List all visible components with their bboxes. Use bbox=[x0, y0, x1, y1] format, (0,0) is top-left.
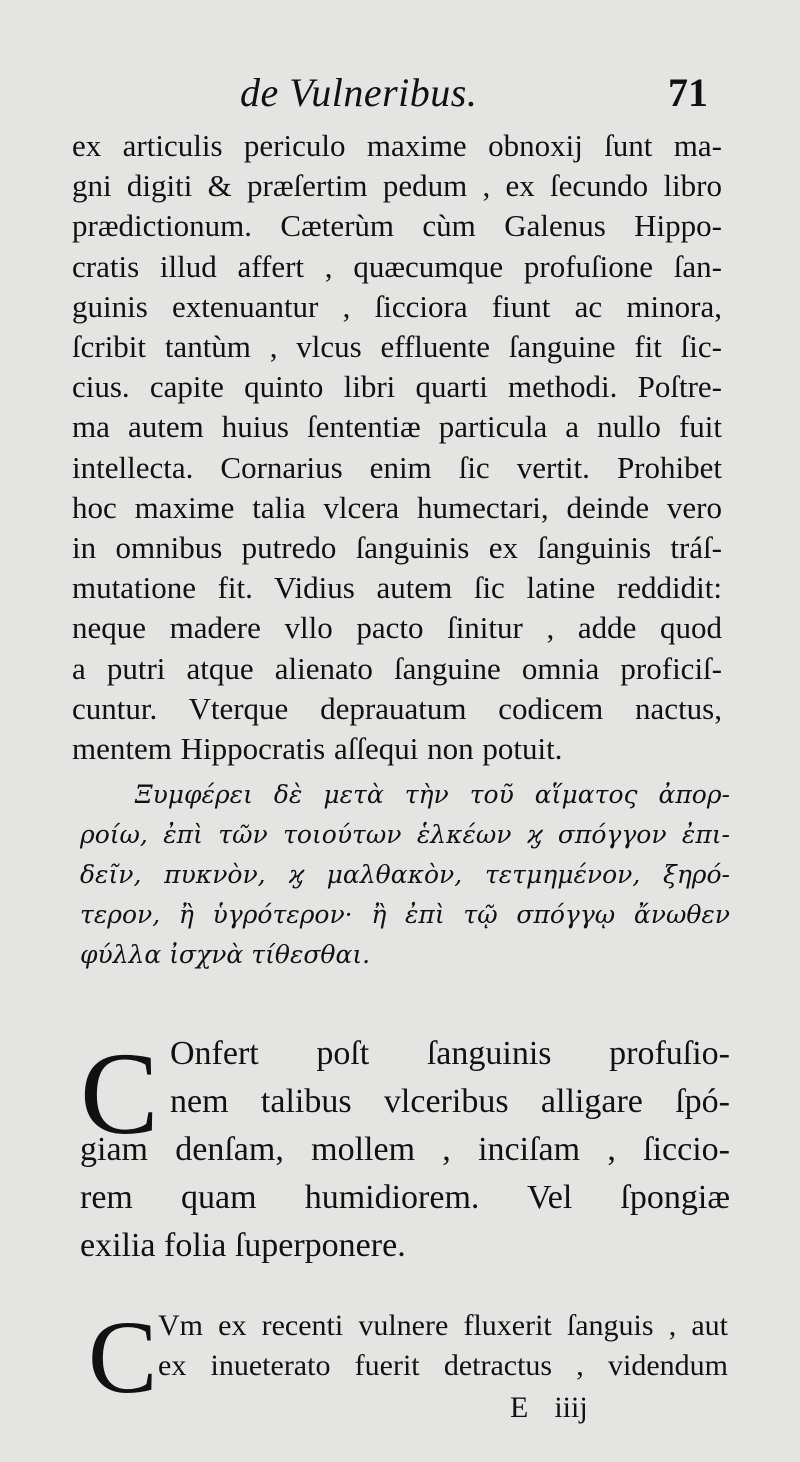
greek-line: ροίω, ἐπὶ τῶν τοιούτων ἑλκέων ϗ σπόγγον ἐπι- bbox=[80, 820, 730, 849]
text-line: ex inueterato fuerit detractus , videndum bbox=[158, 1349, 728, 1382]
text-line: rem quam humidiorem. Vel ſpongiæ bbox=[80, 1179, 730, 1216]
text-line: a putri atque alienato ſanguine omnia proficiſ- bbox=[72, 650, 722, 686]
drop-cap: C bbox=[88, 1300, 158, 1415]
text-line: exilia folia ſuperponere. bbox=[80, 1227, 406, 1264]
text-line: Vm ex recenti vulnere fluxerit ſanguis , aut bbox=[158, 1309, 728, 1342]
text-line: in omnibus putredo ſanguinis ex ſanguinis tráſ- bbox=[72, 530, 722, 566]
text-line: guinis extenuantur , ſicciora fiunt ac minora, bbox=[72, 288, 722, 324]
text-line: cratis illud affert , quæcumque profuſione ſan- bbox=[72, 248, 722, 284]
text-line: Onfert poſt ſanguinis profuſio- bbox=[170, 1035, 730, 1072]
translation-paragraph bbox=[80, 1030, 730, 1270]
signature-number: iiij bbox=[554, 1391, 588, 1424]
text-line: cuntur. Vterque deprauatum codicem nactus, bbox=[72, 690, 722, 726]
text-line: mutatione fit. Vidius autem ſic latine reddidit: bbox=[72, 570, 722, 606]
text-line: hoc maxime talia vlcera humectari, deinde vero bbox=[72, 489, 722, 525]
greek-line: δεῖν, πυκνὸν, ϗ μαλθακὸν, τετμημένον, ξηρό- bbox=[80, 860, 730, 889]
text-line: ſcribit tantùm , vlcus effluente ſanguine fit ſic- bbox=[72, 329, 722, 365]
text-line: gni digiti & præſertim pedum , ex ſecundo libro bbox=[72, 168, 722, 204]
drop-cap: C bbox=[80, 1028, 159, 1159]
text-line: mentem Hippocratis aſſequi non potuit. bbox=[72, 731, 563, 767]
page-header bbox=[0, 68, 800, 118]
greek-quote bbox=[80, 775, 730, 975]
signature-letter: E bbox=[510, 1391, 529, 1424]
text-line: ex articulis periculo maxime obnoxij ſunt ma- bbox=[72, 128, 722, 163]
text-line: nem talibus vlceribus alligare ſpó- bbox=[170, 1083, 730, 1120]
text-line: intellecta. Cornarius enim ſic vertit. Prohibet bbox=[72, 449, 722, 485]
greek-line: φύλλα ἰσχνὰ τίθεσθαι. bbox=[80, 940, 371, 969]
text-line: cius. capite quinto libri quarti methodi. Poſtre- bbox=[72, 369, 722, 405]
greek-line: Ξυμφέρει δὲ μετὰ τὴν τοῦ αἵματος ἀπορ- bbox=[135, 780, 730, 809]
main-paragraph bbox=[72, 126, 722, 769]
running-title: de Vulneribus. bbox=[240, 70, 478, 115]
text-line: ma autem huius ſententiæ particula a nullo fuit bbox=[72, 409, 722, 445]
page-number: 71 bbox=[668, 70, 708, 115]
text-line: giam denſam, mollem , inciſam , ſiccio- bbox=[80, 1131, 730, 1168]
text-line: prædictionum. Cæterùm cùm Galenus Hippo- bbox=[72, 208, 722, 244]
greek-line: τερον, ἢ ὑγρότερον· ἢ ἐπὶ τῷ σπόγγῳ ἄνωθεν bbox=[80, 900, 730, 929]
signature-mark bbox=[510, 1388, 614, 1428]
text-line: neque madere vllo pacto ſinitur , adde quod bbox=[72, 610, 722, 646]
